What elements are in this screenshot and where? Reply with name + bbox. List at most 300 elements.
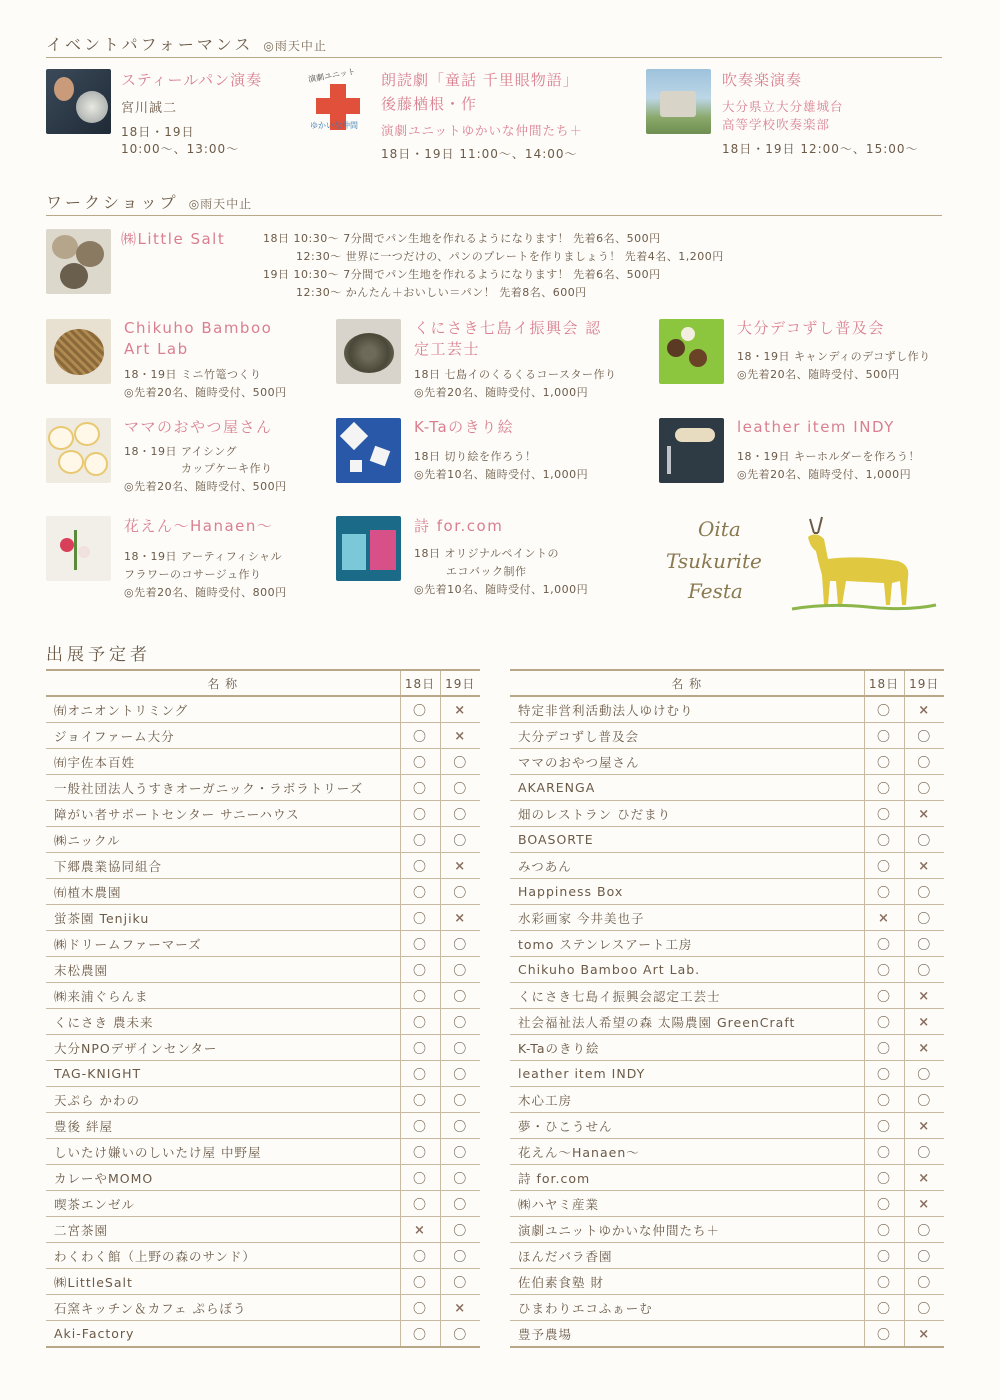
workshop-title-leather: leather item INDY bbox=[737, 418, 895, 436]
present-mark: 〇 bbox=[876, 1146, 891, 1161]
workshop-title-hanaen: 花えん〜Hanaen〜 bbox=[124, 517, 274, 535]
present-mark: 〇 bbox=[876, 1016, 891, 1031]
present-mark: 〇 bbox=[412, 1302, 427, 1317]
present-mark: 〇 bbox=[412, 704, 427, 719]
present-mark: 〇 bbox=[876, 1068, 891, 1083]
present-mark: 〇 bbox=[412, 1120, 427, 1135]
table-header-row bbox=[46, 670, 480, 696]
attendance-cell-d18 bbox=[400, 905, 440, 931]
attendance-cell-d19 bbox=[904, 1035, 944, 1061]
attendance-cell-d19 bbox=[440, 1191, 480, 1217]
attendance-cell-d19 bbox=[440, 853, 480, 879]
present-mark: 〇 bbox=[917, 1094, 932, 1109]
absent-mark: × bbox=[918, 806, 931, 822]
attendance-cell-d19 bbox=[904, 957, 944, 983]
attendance-cell-d18 bbox=[864, 749, 904, 775]
attendance-cell-d18 bbox=[400, 957, 440, 983]
table-row bbox=[46, 827, 480, 853]
attendance-cell-d18 bbox=[400, 1139, 440, 1165]
present-mark: 〇 bbox=[453, 1094, 468, 1109]
bamboo-photo bbox=[46, 319, 111, 384]
present-mark: 〇 bbox=[453, 1224, 468, 1239]
absent-mark: × bbox=[918, 1040, 931, 1056]
attendance-cell-d18 bbox=[400, 983, 440, 1009]
attendance-cell-d18 bbox=[864, 1295, 904, 1321]
present-mark: 〇 bbox=[917, 886, 932, 901]
attendance-cell-d18 bbox=[400, 1009, 440, 1035]
present-mark: 〇 bbox=[876, 886, 891, 901]
present-mark: 〇 bbox=[453, 782, 468, 797]
absent-mark: × bbox=[454, 858, 467, 874]
present-mark: 〇 bbox=[876, 756, 891, 771]
steelpan-photo bbox=[46, 69, 111, 134]
present-mark: 〇 bbox=[412, 808, 427, 823]
present-mark: 〇 bbox=[876, 860, 891, 875]
workshop-detail: ◎先着10名、随時受付、1,000円 bbox=[414, 468, 589, 481]
present-mark: 〇 bbox=[876, 990, 891, 1005]
absent-mark: × bbox=[918, 1014, 931, 1030]
workshop-detail: カップケーキ作り bbox=[181, 462, 273, 475]
present-mark: 〇 bbox=[917, 1250, 932, 1265]
exhibitor-name: ㈲宇佐本百姓 bbox=[46, 749, 400, 775]
exhibitor-name: Chikuho Bamboo Art Lab. bbox=[510, 957, 864, 983]
exhibitors-table-right bbox=[510, 669, 944, 1348]
logo-text-tsukurite: Tsukurite bbox=[666, 549, 762, 573]
attendance-cell-d19 bbox=[904, 1139, 944, 1165]
present-mark: 〇 bbox=[453, 756, 468, 771]
present-mark: 〇 bbox=[412, 912, 427, 927]
table-row bbox=[510, 1139, 944, 1165]
workshop-rain-note: ◎雨天中止 bbox=[188, 197, 253, 211]
exhibitor-name: しいたけ嫌いのしいたけ屋 中野屋 bbox=[46, 1139, 400, 1165]
performance-section-title bbox=[46, 32, 327, 55]
table-row bbox=[510, 931, 944, 957]
exhibitor-name: 大分デコずし普及会 bbox=[510, 723, 864, 749]
attendance-cell-d19 bbox=[440, 1321, 480, 1348]
attendance-cell-d18 bbox=[400, 1035, 440, 1061]
present-mark: 〇 bbox=[412, 1198, 427, 1213]
leather-photo bbox=[659, 418, 724, 483]
attendance-cell-d18 bbox=[864, 905, 904, 931]
table-row bbox=[46, 957, 480, 983]
absent-mark: × bbox=[454, 728, 467, 744]
absent-mark: × bbox=[918, 988, 931, 1004]
absent-mark: × bbox=[454, 702, 467, 718]
exhibitor-name: 蛍茶園 Tenjiku bbox=[46, 905, 400, 931]
present-mark: 〇 bbox=[453, 1328, 468, 1343]
festa-logo bbox=[660, 515, 940, 615]
present-mark: 〇 bbox=[412, 730, 427, 745]
exhibitor-name: Happiness Box bbox=[510, 879, 864, 905]
present-mark: 〇 bbox=[453, 1146, 468, 1161]
attendance-cell-d19 bbox=[904, 1321, 944, 1348]
workshop-detail: ◎先着20名、随時受付、500円 bbox=[124, 386, 287, 399]
exhibitor-name: 水彩画家 今井美也子 bbox=[510, 905, 864, 931]
logo-bottom-text: ゆかいな仲間 bbox=[310, 121, 358, 130]
table-row bbox=[46, 1087, 480, 1113]
attendance-cell-d19 bbox=[440, 1113, 480, 1139]
exhibitor-name: カレーやMOMO bbox=[46, 1165, 400, 1191]
event-datetime: 18日・19日 11:00〜、14:00〜 bbox=[381, 147, 578, 161]
present-mark: 〇 bbox=[917, 730, 932, 745]
attendance-cell-d18 bbox=[400, 801, 440, 827]
attendance-cell-d19 bbox=[440, 905, 480, 931]
workshop-detail: フラワーのコサージュ作り bbox=[124, 568, 262, 581]
workshop-detail: ◎先着20名、随時受付、800円 bbox=[124, 586, 287, 599]
workshop-detail: ◎先着20名、随時受付、1,000円 bbox=[737, 468, 912, 481]
attendance-cell-d18 bbox=[400, 1243, 440, 1269]
attendance-cell-d19 bbox=[904, 1087, 944, 1113]
kirie-photo bbox=[336, 418, 401, 483]
attendance-cell-d19 bbox=[904, 775, 944, 801]
present-mark: 〇 bbox=[453, 834, 468, 849]
table-row bbox=[510, 1165, 944, 1191]
present-mark: 〇 bbox=[876, 1198, 891, 1213]
present-mark: 〇 bbox=[412, 860, 427, 875]
table-row bbox=[510, 1113, 944, 1139]
attendance-cell-d19 bbox=[904, 1191, 944, 1217]
attendance-cell-d18 bbox=[400, 749, 440, 775]
present-mark: 〇 bbox=[876, 730, 891, 745]
present-mark: 〇 bbox=[876, 704, 891, 719]
table-row bbox=[510, 879, 944, 905]
workshop-title-little-salt: ㈱Little Salt bbox=[121, 230, 226, 248]
workshop-detail: エコバック制作 bbox=[446, 565, 527, 578]
header-day19: 19日 bbox=[440, 670, 480, 696]
present-mark: 〇 bbox=[917, 782, 932, 797]
ecobag-photo bbox=[336, 516, 401, 581]
header-day18: 18日 bbox=[864, 670, 904, 696]
present-mark: 〇 bbox=[917, 1276, 932, 1291]
present-mark: 〇 bbox=[453, 990, 468, 1005]
table-row bbox=[510, 827, 944, 853]
exhibitors-title: 出展予定者 bbox=[46, 645, 151, 665]
exhibitor-name: 大分NPOデザインセンター bbox=[46, 1035, 400, 1061]
exhibitor-name: くにさき 農未来 bbox=[46, 1009, 400, 1035]
attendance-cell-d19 bbox=[440, 827, 480, 853]
event-date: 18日・19日 bbox=[121, 125, 195, 139]
table-row bbox=[46, 879, 480, 905]
workshop-schedule-line: 18日 10:30〜 7分間でパン生地を作れるようになります！ 先着6名、500円 bbox=[263, 232, 661, 245]
table-row bbox=[46, 1061, 480, 1087]
present-mark: 〇 bbox=[876, 1120, 891, 1135]
workshop-detail: ◎先着20名、随時受付、1,000円 bbox=[414, 386, 589, 399]
table-row bbox=[510, 1295, 944, 1321]
attendance-cell-d19 bbox=[440, 879, 480, 905]
workshop-title-mama-oyatsu: ママのおやつ屋さん bbox=[124, 418, 273, 436]
table-row bbox=[46, 1295, 480, 1321]
exhibitor-name: くにさき七島イ振興会認定工芸士 bbox=[510, 983, 864, 1009]
exhibitor-name: ㈱ニックル bbox=[46, 827, 400, 853]
table-row bbox=[46, 1191, 480, 1217]
attendance-cell-d19 bbox=[904, 1295, 944, 1321]
event-subtitle-drama: 後藤楢根・作 bbox=[381, 95, 478, 113]
attendance-cell-d18 bbox=[400, 1087, 440, 1113]
table-row bbox=[510, 1269, 944, 1295]
table-row bbox=[510, 853, 944, 879]
attendance-cell-d19 bbox=[440, 801, 480, 827]
attendance-cell-d19 bbox=[904, 1269, 944, 1295]
present-mark: 〇 bbox=[876, 1172, 891, 1187]
exhibitor-name: AKARENGA bbox=[510, 775, 864, 801]
event-time: 10:00〜、13:00〜 bbox=[121, 142, 240, 156]
attendance-cell-d18 bbox=[400, 696, 440, 723]
attendance-cell-d19 bbox=[440, 723, 480, 749]
present-mark: 〇 bbox=[917, 834, 932, 849]
present-mark: 〇 bbox=[917, 964, 932, 979]
drama-unit-logo bbox=[306, 66, 370, 134]
cupcake-photo bbox=[46, 418, 111, 483]
attendance-cell-d19 bbox=[440, 931, 480, 957]
workshop-divider bbox=[46, 215, 942, 216]
workshop-detail: 18・19日 アーティフィシャル bbox=[124, 550, 283, 563]
attendance-cell-d18 bbox=[864, 1165, 904, 1191]
present-mark: 〇 bbox=[876, 1328, 891, 1343]
event-title-brassband: 吹奏楽演奏 bbox=[722, 71, 803, 89]
workshop-title-kunisaki: くにさき七島イ振興会 認定工芸士 bbox=[414, 319, 602, 358]
present-mark: 〇 bbox=[412, 938, 427, 953]
attendance-cell-d18 bbox=[400, 1191, 440, 1217]
absent-mark: × bbox=[918, 1118, 931, 1134]
present-mark: 〇 bbox=[453, 1068, 468, 1083]
present-mark: 〇 bbox=[412, 1172, 427, 1187]
exhibitor-name: ㈱ハヤミ産業 bbox=[510, 1191, 864, 1217]
exhibitor-name: leather item INDY bbox=[510, 1061, 864, 1087]
absent-mark: × bbox=[918, 1326, 931, 1342]
attendance-cell-d19 bbox=[440, 1165, 480, 1191]
coaster-photo bbox=[336, 319, 401, 384]
table-row bbox=[510, 749, 944, 775]
exhibitor-name: ママのおやつ屋さん bbox=[510, 749, 864, 775]
attendance-cell-d19 bbox=[440, 1061, 480, 1087]
workshop-heading: ワークショップ bbox=[46, 193, 179, 212]
attendance-cell-d18 bbox=[864, 931, 904, 957]
table-row bbox=[510, 1321, 944, 1348]
present-mark: 〇 bbox=[412, 1276, 427, 1291]
present-mark: 〇 bbox=[876, 834, 891, 849]
present-mark: 〇 bbox=[453, 1172, 468, 1187]
table-row bbox=[46, 1321, 480, 1348]
table-row bbox=[46, 696, 480, 723]
workshop-title-decozushi: 大分デコずし普及会 bbox=[737, 319, 885, 337]
workshop-schedule-line: 19日 10:30〜 7分間でパン生地を作れるようになります！ 先着6名、500円 bbox=[263, 268, 661, 281]
table-row bbox=[46, 1035, 480, 1061]
table-row bbox=[46, 775, 480, 801]
exhibitor-name: 石窯キッチン＆カフェ ぷらぼう bbox=[46, 1295, 400, 1321]
attendance-cell-d19 bbox=[440, 957, 480, 983]
event-performer: 高等学校吹奏楽部 bbox=[722, 117, 831, 132]
attendance-cell-d18 bbox=[400, 931, 440, 957]
performance-rain-note: ◎雨天中止 bbox=[263, 39, 327, 53]
attendance-cell-d18 bbox=[400, 853, 440, 879]
exhibitor-name: 花えん〜Hanaen〜 bbox=[510, 1139, 864, 1165]
workshop-title-bamboo: Chikuho Bamboo Art Lab bbox=[124, 319, 273, 358]
exhibitor-name: 下郷農業協同組合 bbox=[46, 853, 400, 879]
exhibitor-name: 木心工房 bbox=[510, 1087, 864, 1113]
logo-top-text: 演劇ユニット bbox=[307, 66, 357, 85]
exhibitor-name: 畑のレストラン ひだまり bbox=[510, 801, 864, 827]
attendance-cell-d19 bbox=[904, 905, 944, 931]
attendance-cell-d18 bbox=[864, 879, 904, 905]
present-mark: 〇 bbox=[453, 1120, 468, 1135]
present-mark: 〇 bbox=[412, 964, 427, 979]
exhibitor-name: BOASORTE bbox=[510, 827, 864, 853]
present-mark: 〇 bbox=[453, 886, 468, 901]
present-mark: 〇 bbox=[876, 1224, 891, 1239]
table-row bbox=[510, 983, 944, 1009]
attendance-cell-d19 bbox=[440, 1035, 480, 1061]
table-row bbox=[510, 905, 944, 931]
exhibitor-name: 障がい者サポートセンター サニーハウス bbox=[46, 801, 400, 827]
present-mark: 〇 bbox=[876, 938, 891, 953]
attendance-cell-d18 bbox=[400, 827, 440, 853]
exhibitors-table-left bbox=[46, 669, 480, 1348]
event-title-drama: 朗読劇「童話 千里眼物語」 bbox=[381, 71, 579, 89]
table-row bbox=[46, 905, 480, 931]
table-row bbox=[510, 1035, 944, 1061]
workshop-schedule-line: 12:30〜 世界に一つだけの、パンのプレートを作りましょう！ 先着4名、1,200円 bbox=[296, 250, 724, 263]
attendance-cell-d19 bbox=[440, 1009, 480, 1035]
present-mark: 〇 bbox=[917, 912, 932, 927]
table-row bbox=[46, 749, 480, 775]
attendance-cell-d19 bbox=[904, 853, 944, 879]
attendance-cell-d19 bbox=[440, 1139, 480, 1165]
attendance-cell-d19 bbox=[904, 723, 944, 749]
decozushi-photo bbox=[659, 319, 724, 384]
exhibitor-name: ㈲オニオントリミング bbox=[46, 696, 400, 723]
logo-text-festa: Festa bbox=[688, 579, 743, 603]
absent-mark: × bbox=[918, 858, 931, 874]
exhibitor-name: 二宮茶園 bbox=[46, 1217, 400, 1243]
present-mark: 〇 bbox=[876, 964, 891, 979]
absent-mark: × bbox=[414, 1222, 426, 1238]
table-row bbox=[510, 775, 944, 801]
workshop-detail: 18日 七島イのくるくるコースター作り bbox=[414, 368, 617, 381]
present-mark: 〇 bbox=[876, 782, 891, 797]
attendance-cell-d18 bbox=[400, 1217, 440, 1243]
attendance-cell-d18 bbox=[864, 1087, 904, 1113]
present-mark: 〇 bbox=[412, 1094, 427, 1109]
present-mark: 〇 bbox=[412, 990, 427, 1005]
attendance-cell-d18 bbox=[864, 1113, 904, 1139]
present-mark: 〇 bbox=[453, 1042, 468, 1057]
header-name: 名 称 bbox=[510, 670, 864, 696]
table-row bbox=[510, 801, 944, 827]
present-mark: 〇 bbox=[412, 834, 427, 849]
table-row bbox=[46, 1139, 480, 1165]
attendance-cell-d19 bbox=[440, 696, 480, 723]
table-row bbox=[46, 931, 480, 957]
workshop-detail: ◎先着20名、随時受付、500円 bbox=[124, 480, 287, 493]
present-mark: 〇 bbox=[412, 1328, 427, 1343]
table-row bbox=[510, 1217, 944, 1243]
present-mark: 〇 bbox=[917, 1224, 932, 1239]
present-mark: 〇 bbox=[876, 1250, 891, 1265]
attendance-cell-d18 bbox=[400, 1113, 440, 1139]
attendance-cell-d18 bbox=[864, 1191, 904, 1217]
attendance-cell-d18 bbox=[864, 853, 904, 879]
present-mark: 〇 bbox=[412, 782, 427, 797]
attendance-cell-d19 bbox=[440, 749, 480, 775]
attendance-cell-d18 bbox=[864, 723, 904, 749]
exhibitor-name: 特定非営利活動法人ゆけむり bbox=[510, 696, 864, 723]
attendance-cell-d19 bbox=[904, 696, 944, 723]
attendance-cell-d19 bbox=[904, 1243, 944, 1269]
performance-heading: イベントパフォーマンス bbox=[46, 35, 254, 54]
exhibitor-name: 夢・ひこうせん bbox=[510, 1113, 864, 1139]
present-mark: 〇 bbox=[876, 1042, 891, 1057]
exhibitor-name: 一般社団法人うすきオーガニック・ラボラトリーズ bbox=[46, 775, 400, 801]
table-row bbox=[46, 1217, 480, 1243]
exhibitor-name: TAG-KNIGHT bbox=[46, 1061, 400, 1087]
absent-mark: × bbox=[878, 910, 890, 926]
header-day19: 19日 bbox=[904, 670, 944, 696]
present-mark: 〇 bbox=[876, 1094, 891, 1109]
absent-mark: × bbox=[918, 1170, 931, 1186]
present-mark: 〇 bbox=[876, 808, 891, 823]
workshop-detail: 18日 切り絵を作ろう！ bbox=[414, 450, 537, 463]
present-mark: 〇 bbox=[453, 938, 468, 953]
table-row bbox=[46, 723, 480, 749]
present-mark: 〇 bbox=[453, 808, 468, 823]
attendance-cell-d19 bbox=[440, 1217, 480, 1243]
attendance-cell-d19 bbox=[904, 983, 944, 1009]
attendance-cell-d19 bbox=[904, 879, 944, 905]
attendance-cell-d19 bbox=[904, 1009, 944, 1035]
attendance-cell-d18 bbox=[400, 1269, 440, 1295]
attendance-cell-d18 bbox=[864, 1217, 904, 1243]
present-mark: 〇 bbox=[412, 756, 427, 771]
table-row bbox=[510, 1009, 944, 1035]
present-mark: 〇 bbox=[453, 964, 468, 979]
exhibitor-name: 末松農園 bbox=[46, 957, 400, 983]
present-mark: 〇 bbox=[412, 886, 427, 901]
attendance-cell-d18 bbox=[400, 723, 440, 749]
present-mark: 〇 bbox=[453, 1276, 468, 1291]
present-mark: 〇 bbox=[453, 1016, 468, 1031]
attendance-cell-d19 bbox=[440, 1087, 480, 1113]
exhibitor-name: 豊後 絆屋 bbox=[46, 1113, 400, 1139]
attendance-cell-d18 bbox=[864, 1243, 904, 1269]
hanaen-photo bbox=[46, 516, 111, 581]
workshop-title-kirie: K-Taのきり絵 bbox=[414, 418, 515, 436]
brassband-photo bbox=[646, 69, 711, 134]
event-performer: 演劇ユニットゆかいな仲間たち＋ bbox=[381, 123, 584, 138]
present-mark: 〇 bbox=[412, 1146, 427, 1161]
present-mark: 〇 bbox=[412, 1068, 427, 1083]
attendance-cell-d19 bbox=[904, 827, 944, 853]
attendance-cell-d18 bbox=[864, 983, 904, 1009]
attendance-cell-d18 bbox=[864, 827, 904, 853]
present-mark: 〇 bbox=[917, 756, 932, 771]
workshop-detail: 18日 オリジナルペイントの bbox=[414, 547, 559, 560]
table-row bbox=[510, 1191, 944, 1217]
exhibitor-name: 社会福祉法人希望の森 太陽農園 GreenCraft bbox=[510, 1009, 864, 1035]
attendance-cell-d19 bbox=[904, 1113, 944, 1139]
present-mark: 〇 bbox=[453, 1250, 468, 1265]
attendance-cell-d18 bbox=[864, 801, 904, 827]
exhibitor-name: K-Taのきり絵 bbox=[510, 1035, 864, 1061]
exhibitor-name: tomo ステンレスアート工房 bbox=[510, 931, 864, 957]
event-performer: 宮川誠二 bbox=[121, 101, 178, 116]
attendance-cell-d18 bbox=[864, 775, 904, 801]
exhibitor-name: ひまわりエコふぁーむ bbox=[510, 1295, 864, 1321]
exhibitor-name: Aki-Factory bbox=[46, 1321, 400, 1348]
exhibitor-name: ほんだバラ香園 bbox=[510, 1243, 864, 1269]
workshop-title-uta: 詩 for.com bbox=[414, 517, 504, 535]
event-performer: 大分県立大分雄城台 bbox=[722, 99, 844, 114]
attendance-cell-d18 bbox=[400, 1295, 440, 1321]
